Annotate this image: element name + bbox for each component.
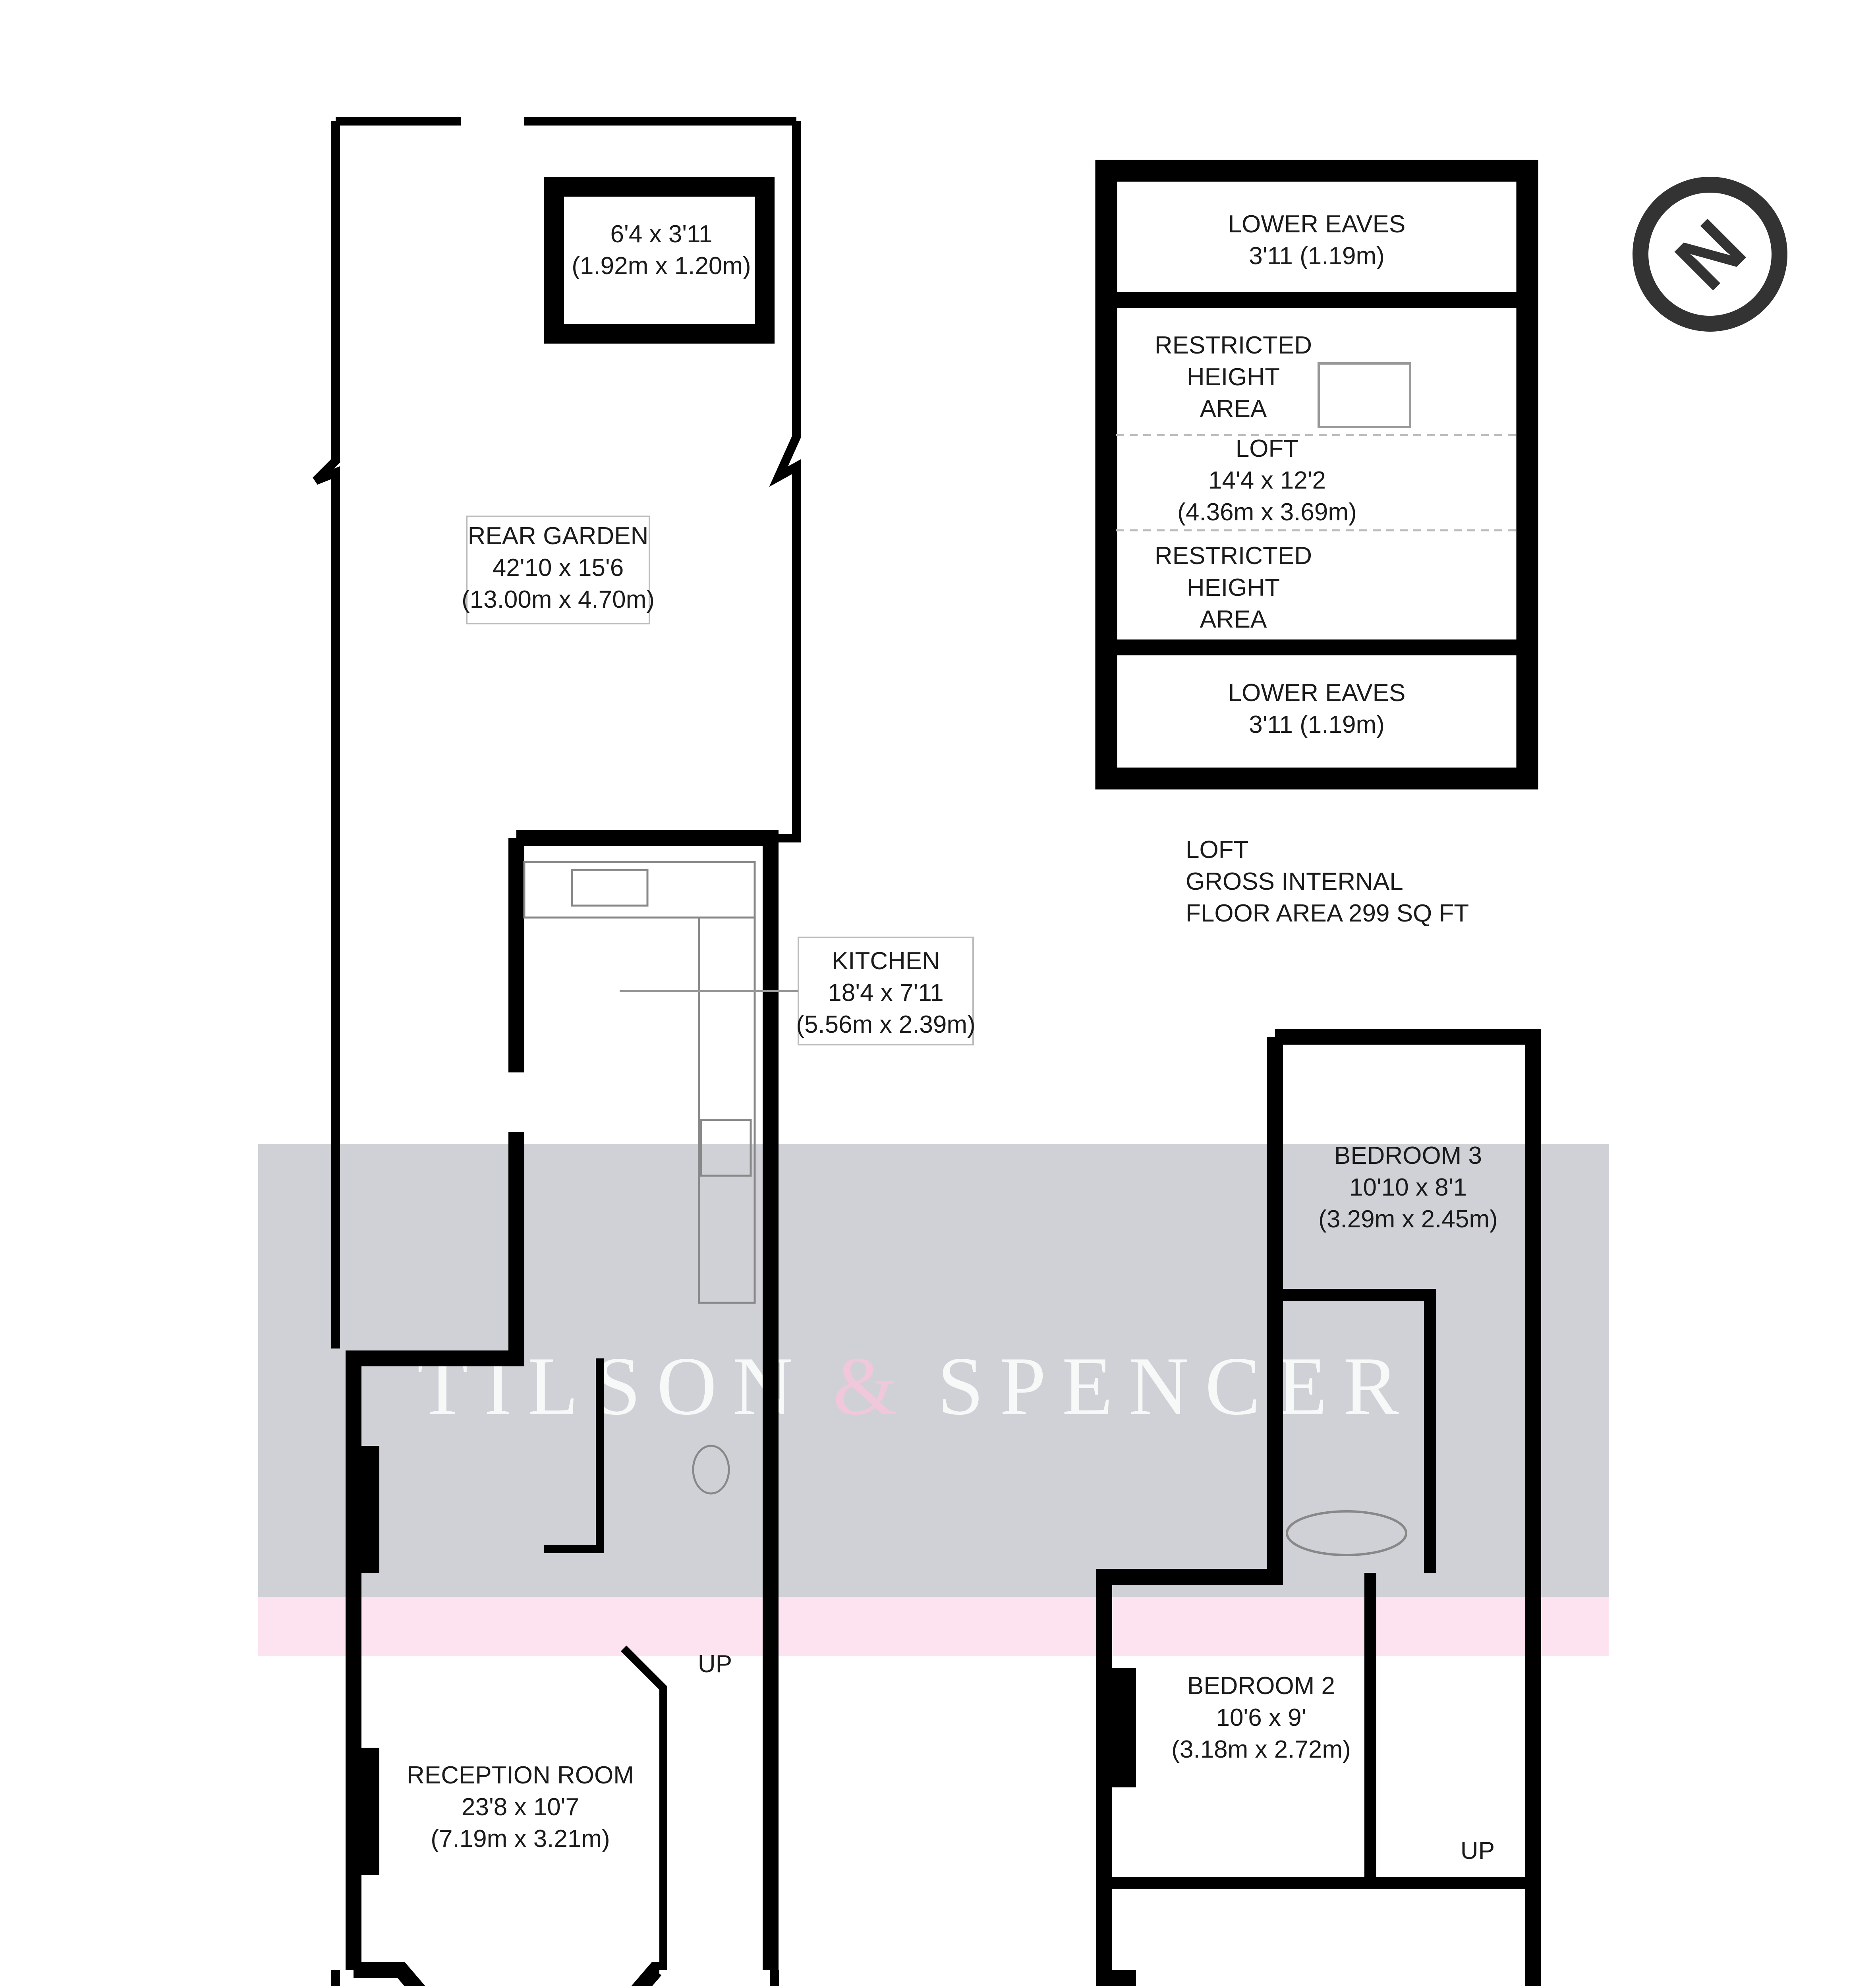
loft-caption-3: FLOOR AREA 299 SQ FT [1186, 900, 1469, 927]
compass-letter: N [1659, 203, 1762, 306]
ground-floor-plan [316, 121, 796, 1986]
compass [1640, 185, 1779, 324]
loft-dims: 14'4 x 12'2 [1208, 467, 1326, 494]
loft-lower-eaves-top-name: LOWER EAVES [1228, 211, 1406, 238]
room-labels [407, 211, 1498, 1986]
kitchen-metric: (5.56m x 2.39m) [796, 1011, 976, 1038]
reception-dims: 23'8 x 10'7 [461, 1793, 580, 1821]
loft-restricted-top-2: HEIGHT [1186, 363, 1280, 391]
loft-restricted-top-3: AREA [1200, 395, 1267, 423]
watermark-text: TILSON & SPENCER [417, 1340, 1415, 1432]
bedroom3-metric: (3.29m x 2.45m) [1318, 1206, 1498, 1233]
ground-stair-label: UP [697, 1650, 732, 1678]
rear-garden-dims: 42'10 x 15'6 [492, 554, 624, 582]
loft-restricted-bottom-3: AREA [1200, 606, 1267, 633]
shed-metric: (1.92m x 1.20m) [572, 252, 751, 280]
bedroom2-metric: (3.18m x 2.72m) [1171, 1736, 1351, 1763]
reception-name: RECEPTION ROOM [407, 1762, 634, 1789]
rear-garden-metric: (13.00m x 4.70m) [462, 586, 655, 613]
watermark-band-pink [258, 1597, 1609, 1656]
reception-chimney-2 [355, 1748, 379, 1875]
loft-metric: (4.36m x 3.69m) [1177, 498, 1357, 526]
loft-eaves-divider-bottom [1106, 639, 1527, 655]
bay-front-wall [354, 1970, 659, 1986]
first-stair-label: UP [1460, 1837, 1495, 1864]
loft-lower-eaves-top-dims: 3'11 (1.19m) [1249, 242, 1385, 270]
bedroom2-name: BEDROOM 2 [1187, 1672, 1335, 1700]
kitchen-name: KITCHEN [831, 947, 940, 975]
reception-metric: (7.19m x 3.21m) [431, 1825, 610, 1853]
bedroom3-dims: 10'10 x 8'1 [1349, 1174, 1467, 1201]
sink-icon [572, 870, 647, 906]
loft-caption-2: GROSS INTERNAL [1186, 868, 1403, 895]
shed-dims: 6'4 x 3'11 [610, 220, 713, 248]
kitchen-dims: 18'4 x 7'11 [828, 979, 944, 1007]
loft-restricted-bottom-1: RESTRICTED [1154, 542, 1312, 570]
rear-garden-name: REAR GARDEN [468, 522, 649, 550]
reception-chimney-1 [355, 1446, 379, 1573]
bedroom2-chimney [1108, 1668, 1136, 1787]
loft-lower-eaves-bottom-name: LOWER EAVES [1228, 679, 1406, 707]
master-chimney [1108, 1970, 1136, 1986]
bedroom2-dims: 10'6 x 9' [1216, 1704, 1306, 1731]
loft-restricted-top-1: RESTRICTED [1154, 332, 1312, 359]
loft-restricted-bottom-2: HEIGHT [1186, 574, 1280, 601]
bedroom3-name: BEDROOM 3 [1334, 1142, 1482, 1169]
loft-name: LOFT [1235, 435, 1299, 462]
loft-caption-1: LOFT [1186, 836, 1249, 864]
loft-eaves-divider-top [1106, 292, 1527, 308]
roof-window-icon [1319, 363, 1410, 427]
loft-lower-eaves-bottom-dims: 3'11 (1.19m) [1249, 711, 1385, 738]
